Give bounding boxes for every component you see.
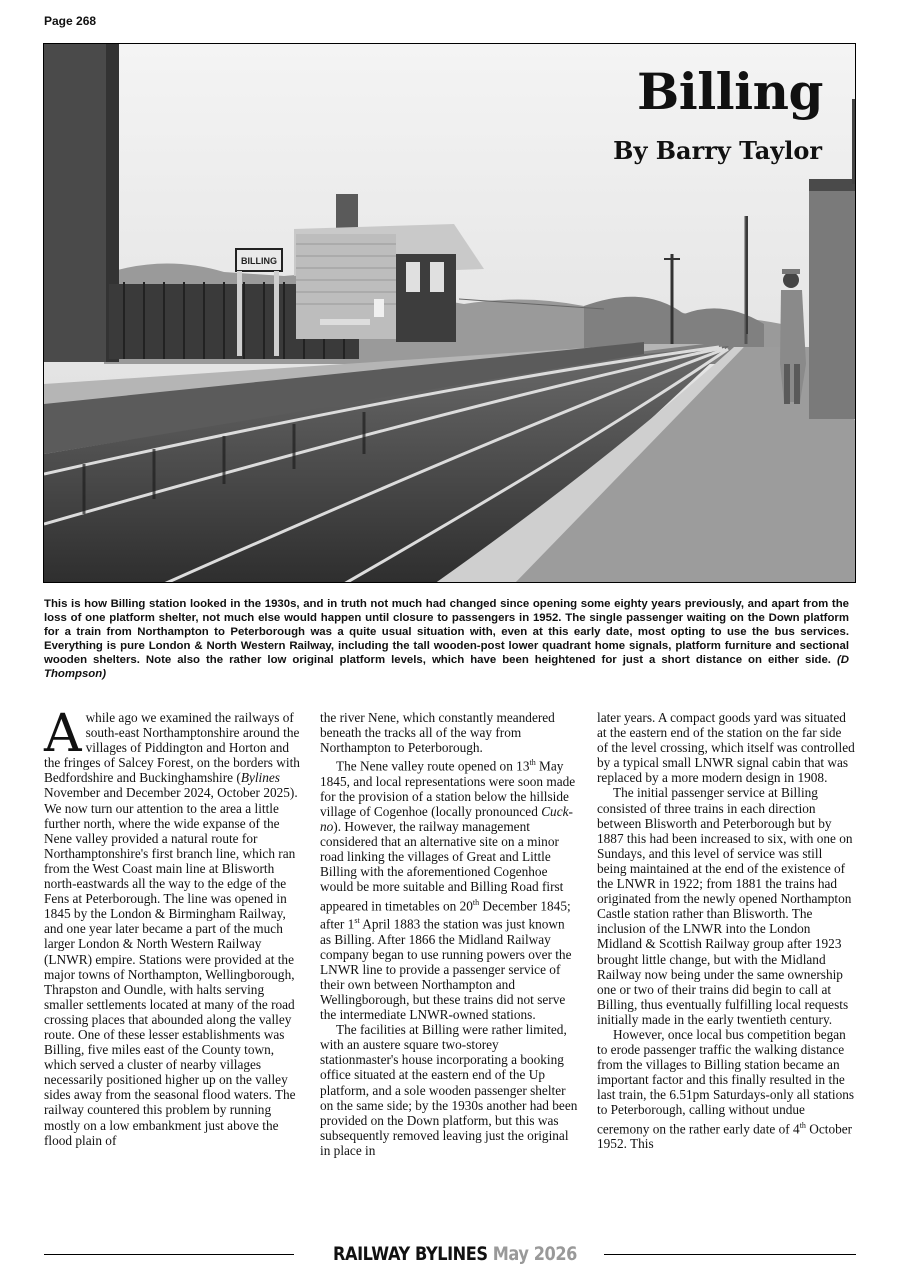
ordinal-suffix: th [472,897,480,907]
paragraph: later years. A compact goods yard was situated at the eastern end of the station on the far side of the level crossing, which itself was controlled by a typical small LNWR signal cabin that was replaced by a more modern design in 1908. [597,710,855,786]
paragraph-italic: Cuck-no [320,803,573,835]
paragraph [320,755,578,1022]
paragraph-text: May 1845, and local representations were soon made for the provision of a station below the hillside village of Cogenhoe (locally pronounced [320,758,576,819]
station-photo-illustration [44,44,856,583]
paragraph-text: However, once local bus competition began to erode passenger traffic the walking distance from the villages to Billing station became an important factor and this finally resulted in the last train, the 6.51pm Saturdays-only all stations to Peterborough, calling without undue ceremony on the rather early date of 4 [597,1026,855,1136]
magazine-name: RAILWAY BYLINES [333,1243,488,1265]
photo-caption [44,597,849,682]
article-byline: By Barry Taylor [613,136,822,165]
paragraph-text: October 1952. This [597,1120,853,1152]
paragraph-text: April 1883 the station was just known as Billing. After 1866 the Midland Railway company began to use running powers over the LNWR line to provide a passenger service of their own between Northampton and Wellingborough, but these trains did not serve the intermediate LNWR-owned stations. [320,916,572,1023]
article-column-3 [597,710,855,1151]
paragraph-italic: Bylines [240,770,280,786]
station-photograph [43,43,856,583]
paragraph-text: December 1845; after 1 [320,897,571,932]
paragraph: The facilities at Billing were rather limited, with an austere square two-storey stationmaster's house incorporating a booking office situated at the eastern end of the Up platform, and a sole wooden passenger shelter on the same side; by the 1930s another had been provided on the Down platform, but this was subsequently removed leaving just the original in place in [320,1022,578,1158]
ordinal-suffix: st [354,916,360,926]
footer-masthead [333,1243,577,1265]
footer-rule-right [604,1254,856,1255]
paragraph-text: November and December 2024, October 2025). We now turn our attention to the area a little further north, where the wide expanse of the Nene valley provided a natural route for Northamptonshire's first branch line, which ran from the West Coast main line at Blisworth north-eastwards all the way to the edge of the Fens at Peterborough. The line was opened in 1845 by the London & Birmingham Railway, and one year later became a part of the much larger London & North Western Railway (LNWR) empire. Stations were provided at the major towns of Northampton, Wellingborough, Thrapston and Oundle, with halts serving smaller settlements located at many of the road crossing places that abounded along the valley route. One of these lesser establishments was Billing, five miles east of the County town, which served a cluster of nearby villages necessarily positioned higher up on the valley sides away from the seasonal flood waters. The railway countered this problem by running mostly on a low embankment just above the flood plain of [44,785,298,1148]
caption-text: This is how Billing station looked in the 1930s, and in truth not much had changed since opening some eighty years previously, and apart from the loss of one platform shelter, not much else would happen until closure to passengers in 1952. The single passenger waiting on the Down platform for a train from Northampton to Peterborough was a quite usual situation with, even at this early date, most opting to use the bus services. Everything is pure London & North Western Railway, including the tall wooden-post lower quadrant home signals, platform furniture and sectional wooden shelters. Note also the rather low original platform levels, which have been heightened for just a short distance on either side. [44,598,849,667]
station-nameboard: BILLING [241,256,277,266]
drop-cap: A [44,704,82,764]
article-column-2 [320,710,578,1158]
issue-date: May 2026 [492,1243,577,1265]
photo-credit: (D Thompson) [44,654,849,681]
paragraph-text: ). However, the railway management considered that an alternative site on a minor road linking the villages of Great and Little Billing with the aforementioned Cogenhoe would be more suitable and Billing Road first appeared in timetables on 20 [320,819,564,913]
paragraph: The initial passenger service at Billing consisted of three trains in each direction between Blisworth and Peterborough but by 1887 this had been increased to six, with one on Sundays, and this level of service was still being maintained at the end of the existence of the LNWR in 1922; from 1881 the trains had originated from the newly opened Northampton Castle station rather than Blisworth. The inclusion of the LNWR into the London Midland & Scottish Railway group after 1923 brought little change, but with the Midland Railway now being under the same ownership one or two of their trains did begin to call at Billing, thus eventually fulfilling local requests initially made in the early twentieth century. [597,785,853,1027]
paragraph-text: The Nene valley route opened on 13 [336,758,530,774]
ordinal-suffix: th [799,1120,806,1130]
article-title: Billing [636,62,823,121]
ordinal-suffix: th [529,758,536,768]
page-number: Page 268 [44,14,97,28]
footer-rule-left [44,1254,294,1255]
paragraph-text: while ago we examined the railways of south-east Northamptonshire around the villages of Piddington and Horton and the fringes of Salcey Forest, on the borders with Bedfordshire and Buckinghamshire ( [44,710,300,786]
paragraph: the river Nene, which constantly meandered beneath the tracks all of the way from Northampton to Peterborough. [320,710,555,756]
paragraph [44,704,303,1148]
paragraph [597,1027,855,1151]
article-column-1 [44,704,303,1148]
